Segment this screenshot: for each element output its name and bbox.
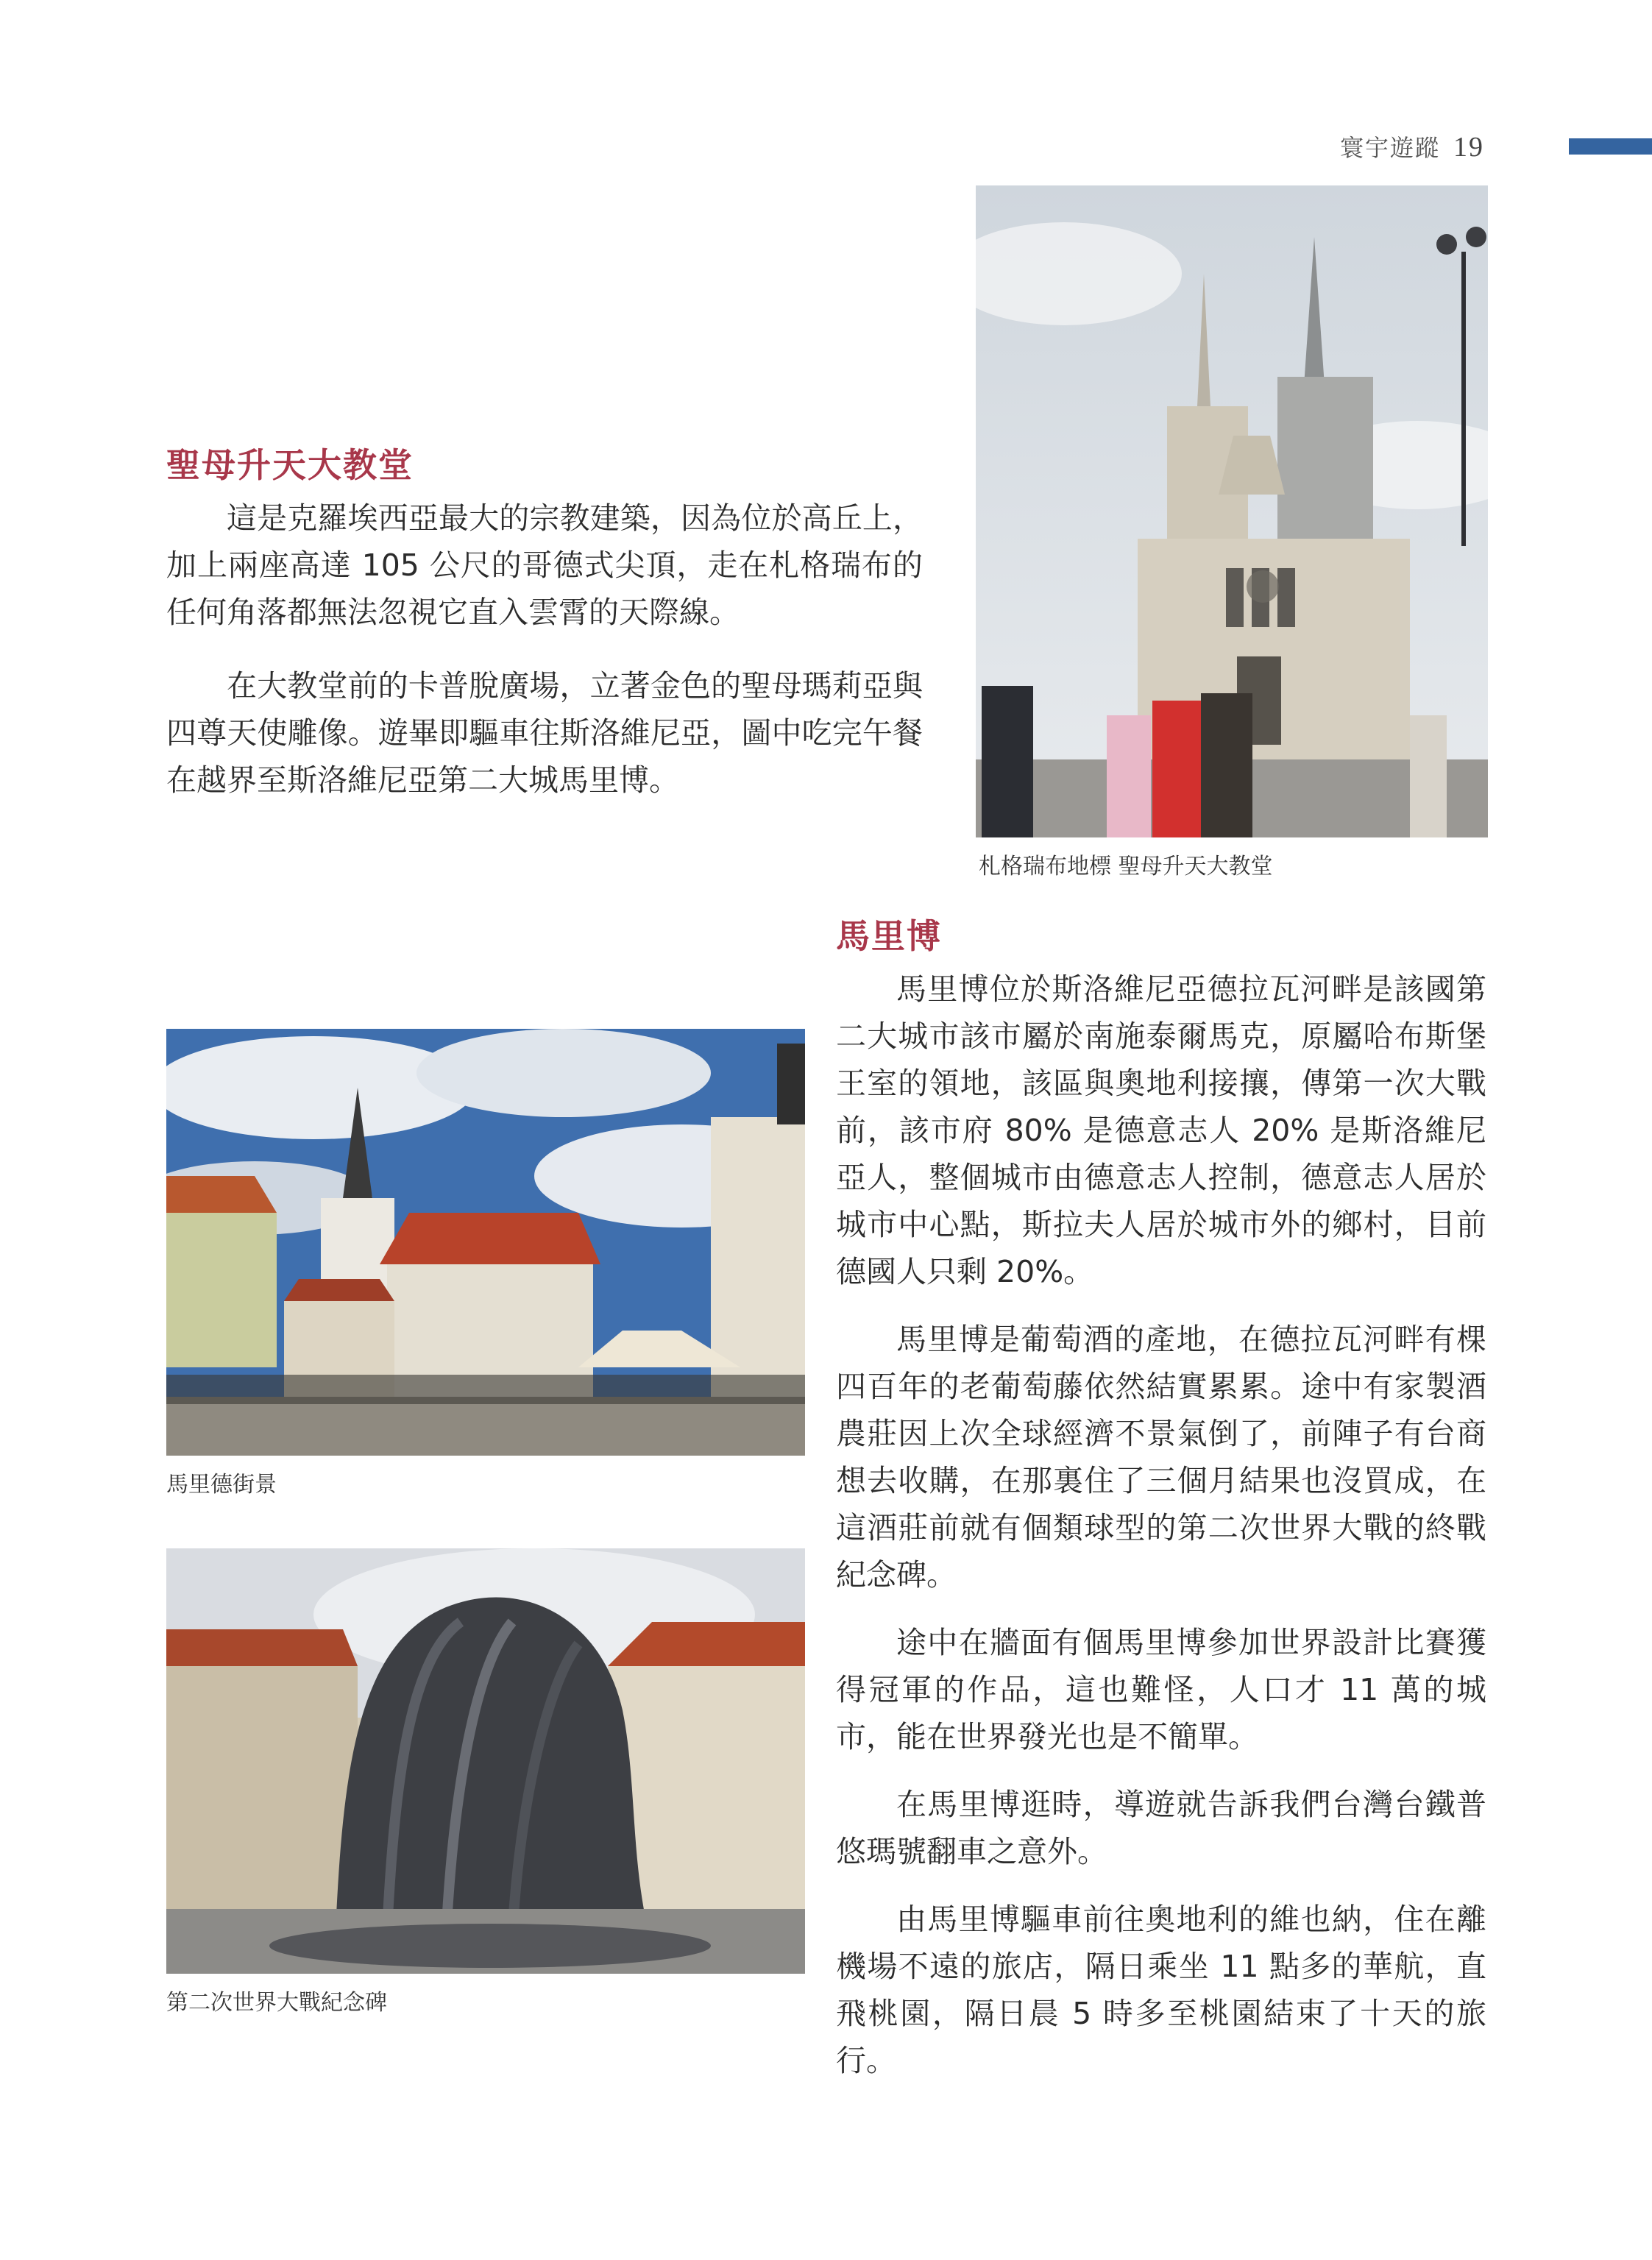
maribor-paragraph-2: 馬里博是葡萄酒的產地，在德拉瓦河畔有棵四百年的老葡萄藤依然結實累累。途中有家製酒農莊因上次全球經濟不景氣倒了，前陣子有台商想去收購，在那裏住了三個月結果也沒買成，在這酒莊前就有個類球型的第二次世界大戰的終戰紀念碑。: [836, 1322, 1486, 1593]
maribor-paragraph-5: 由馬里博驅車前往奧地利的維也納，住在離機場不遠的旅店，隔日乘坐 11 點多的華航，直飛桃園，隔日晨 5 時多至桃園結束了十天的旅行。: [836, 1902, 1486, 2078]
cathedral-photo-caption: 札格瑞布地標 聖母升天大教堂: [979, 854, 1273, 879]
cathedral-paragraph-2: 在大教堂前的卡普脫廣場，立著金色的聖母瑪莉亞與四尊天使雕像。遊畢即驅車往斯洛維尼亞，圖中吃完午餐在越界至斯洛維尼亞第二大城馬里博。: [166, 668, 923, 798]
running-header: [1340, 130, 1484, 163]
cathedral-photo: [976, 185, 1488, 837]
header-section-name: 寰宇遊蹤: [1339, 134, 1440, 162]
monument-caption: 第二次世界大戰紀念碑: [166, 1990, 387, 2016]
page-number: 19: [1453, 132, 1484, 163]
maribor-paragraph-4: 在馬里博逛時，導遊就告訴我們台灣台鐵普悠瑪號翻車之意外。: [836, 1787, 1486, 1869]
header-accent-bar: [1569, 138, 1652, 155]
cathedral-paragraph-1: 這是克羅埃西亞最大的宗教建築，因為位於高丘上，加上兩座高達 105 公尺的哥德式尖頂，走在札格瑞布的任何角落都無法忽視它直入雲霄的天際線。: [166, 500, 923, 630]
maribor-paragraph-1: 馬里博位於斯洛維尼亞德拉瓦河畔是該國第二大城市該市屬於南施泰爾馬克，原屬哈布斯堡王室的領地，該區與奧地利接攘，傳第一次大戰前，該市府 80% 是德意志人 20% 是斯洛維尼亞人，整個城市由德意志人控制，德意志人居於城市中心點，斯拉夫人居於城市外的鄉村，目前德國人只剩 20%。: [836, 971, 1486, 1289]
monument-photo: [166, 1548, 805, 1974]
cathedral-section-title: 聖母升天大教堂: [166, 445, 414, 485]
maribor-section-title: 馬里博: [836, 916, 942, 956]
maribor-paragraph-3: 途中在牆面有個馬里博參加世界設計比賽獲得冠軍的作品，這也難怪，人口才 11 萬的城市，能在世界發光也是不簡單。: [836, 1625, 1486, 1754]
maribor-street-caption: 馬里德街景: [166, 1472, 277, 1498]
maribor-street-photo: [166, 1029, 805, 1456]
